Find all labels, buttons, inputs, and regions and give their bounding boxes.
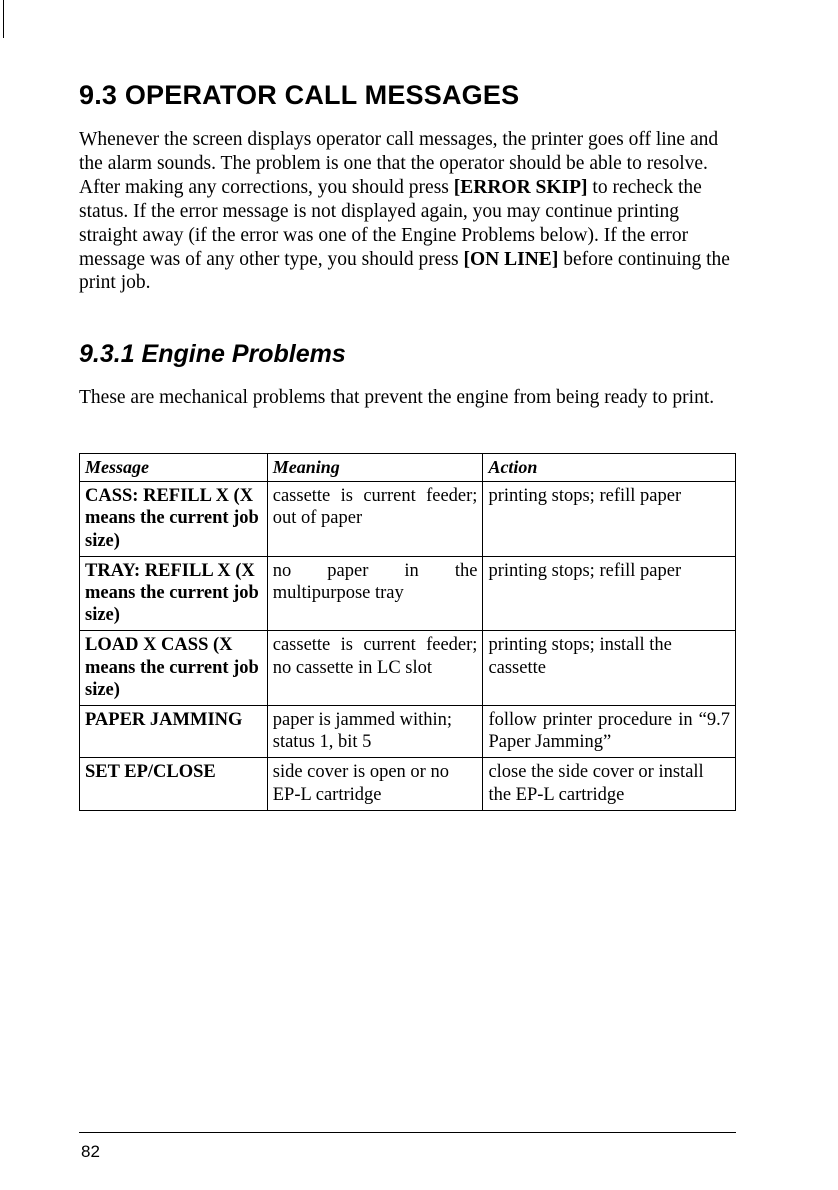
scan-edge-mark: [3, 0, 4, 38]
meaning-cell: cassette is current feeder; out of paper: [267, 482, 483, 557]
error-skip-key: [ERROR SKIP]: [453, 176, 588, 198]
engine-problems-table: [79, 453, 736, 811]
intro-text-part-3: before continuing the print job.: [79, 248, 730, 294]
action-cell: follow printer procedure in “9.7 Paper Jamming”: [483, 706, 736, 758]
message-cell: PAPER JAMMING: [80, 706, 268, 758]
table-row: [80, 556, 736, 631]
footer-rule: [79, 1132, 736, 1133]
table-row: [80, 758, 736, 810]
message-cell: CASS: REFILL X (X means the current job size): [80, 482, 268, 557]
header-action: Action: [483, 454, 736, 482]
action-cell: close the side cover or install the EP-L cartridge: [483, 758, 736, 810]
intro-text-part-2: to recheck the status. If the error message is not displayed again, you may continue printing straight away (if the error was one of the Engine Problems below). If the error message was of any other type, you should press: [79, 176, 702, 270]
page-number: 82: [81, 1142, 100, 1161]
meaning-cell: paper is jammed within; status 1, bit 5: [267, 706, 483, 758]
on-line-key: [ON LINE]: [463, 248, 559, 270]
table-row: [80, 706, 736, 758]
subsection-title: 9.3.1 Engine Problems: [79, 340, 346, 368]
message-cell: TRAY: REFILL X (X means the current job size): [80, 556, 268, 631]
table-row: [80, 631, 736, 706]
table-row: [80, 482, 736, 557]
section-title: 9.3 OPERATOR CALL MESSAGES: [79, 80, 520, 110]
action-cell: printing stops; refill paper: [483, 556, 736, 631]
section-intro-paragraph: [79, 128, 734, 295]
message-cell: LOAD X CASS (X means the current job size): [80, 631, 268, 706]
meaning-cell: cassette is current feeder; no cassette in LC slot: [267, 631, 483, 706]
meaning-cell: no paper in the multipurpose tray: [267, 556, 483, 631]
header-meaning: Meaning: [267, 454, 483, 482]
action-cell: printing stops; refill paper: [483, 482, 736, 557]
meaning-cell: side cover is open or no EP-L cartridge: [267, 758, 483, 810]
message-cell: SET EP/CLOSE: [80, 758, 268, 810]
table-header-row: [80, 454, 736, 482]
header-message: Message: [80, 454, 268, 482]
subsection-intro-paragraph: These are mechanical problems that prevent the engine from being ready to print.: [79, 387, 715, 408]
action-cell: printing stops; install the cassette: [483, 631, 736, 706]
intro-text-part-1: Whenever the screen displays operator call messages, the printer goes off line and the alarm sounds. The problem is one that the operator should be able to resolve. After making any corrections, you should press: [79, 129, 719, 198]
